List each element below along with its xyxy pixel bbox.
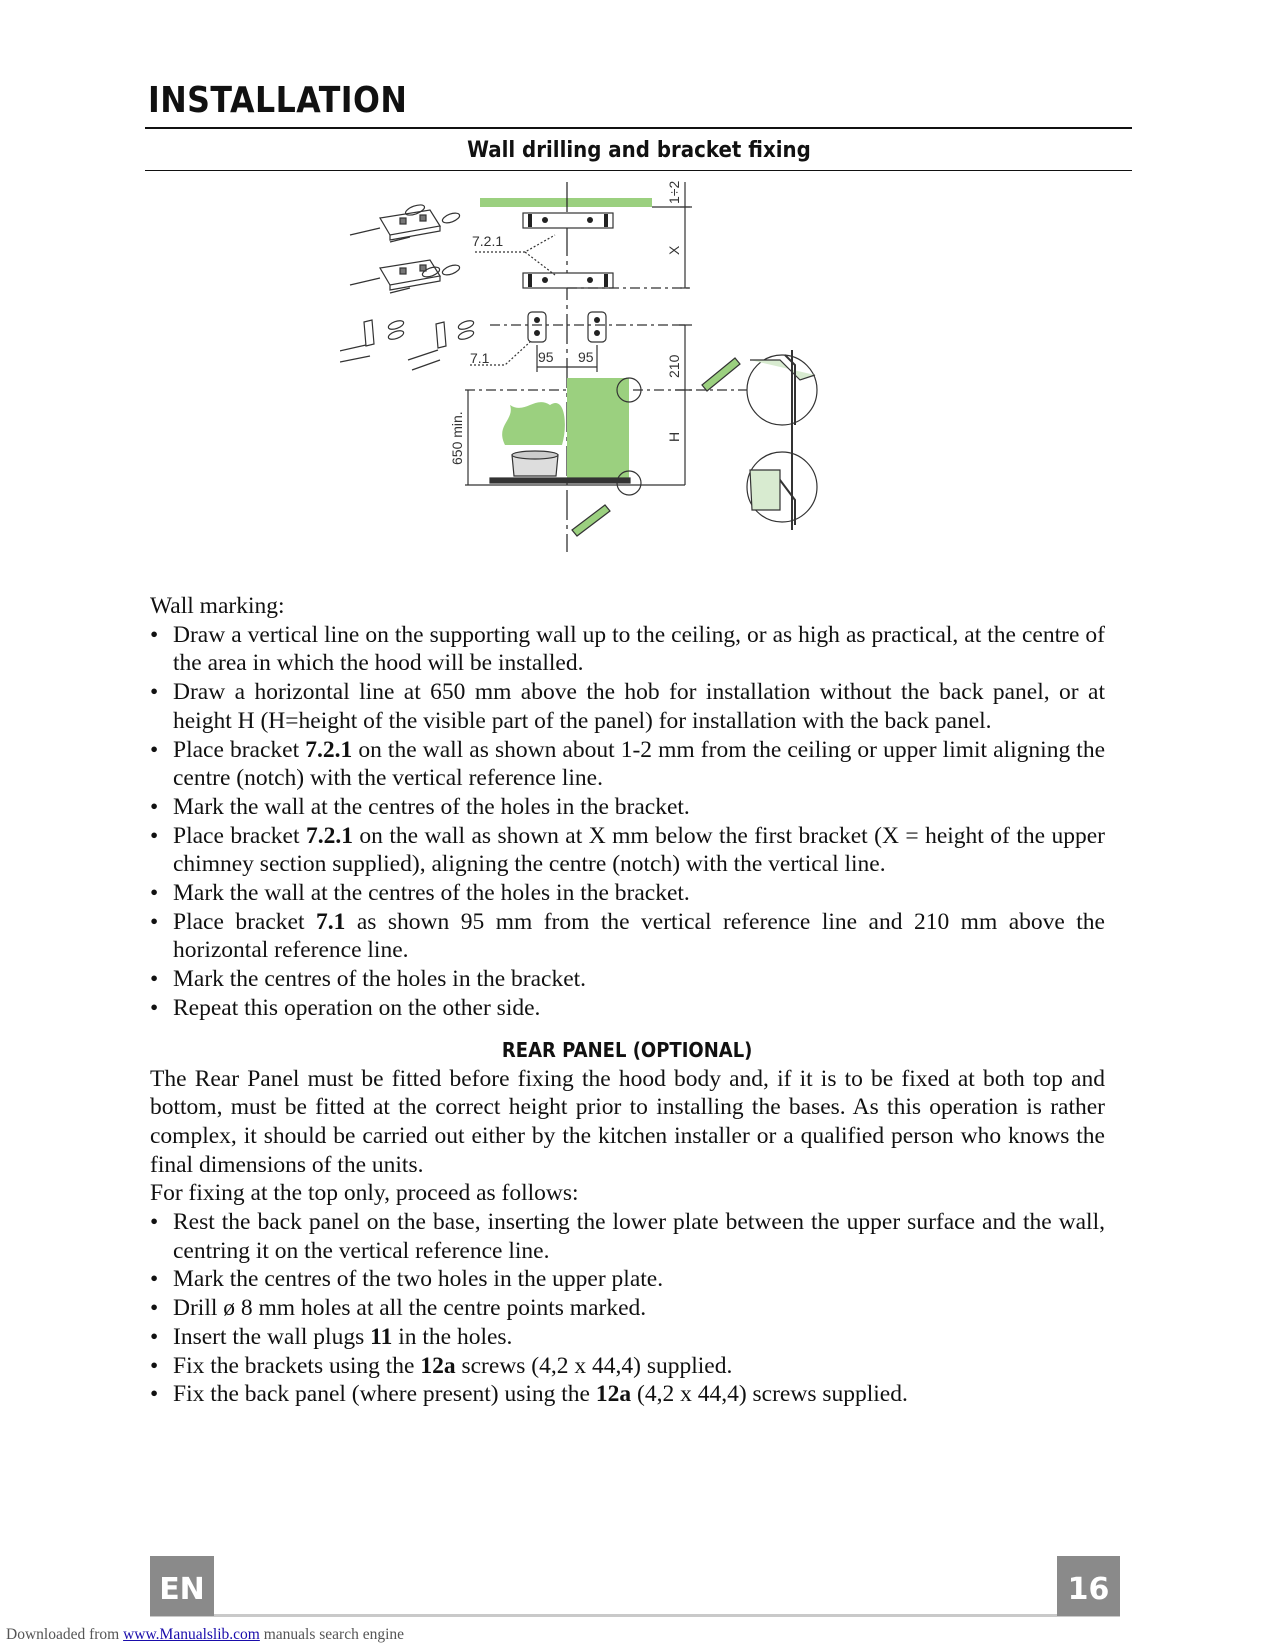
section-subtitle xyxy=(145,138,1132,163)
list-item: • Draw a horizontal line at 650 mm above the hob for installation without the back panel, or at height H (H=height of the visible part of the panel) for installation with the back panel. xyxy=(150,678,1105,735)
label-dim-x: X xyxy=(666,245,682,255)
title-divider xyxy=(145,127,1132,129)
footer-divider xyxy=(150,1614,1120,1617)
label-dim-210: 210 xyxy=(666,354,682,378)
rear-panel-list xyxy=(150,1208,1105,1409)
label-dim-top: 1÷2 xyxy=(666,180,682,204)
list-item: • Drill ø 8 mm holes at all the centre points marked. xyxy=(150,1294,1105,1323)
installation-diagram xyxy=(340,180,860,575)
list-item: • Mark the wall at the centres of the holes in the bracket. xyxy=(150,793,1105,822)
download-note: Downloaded from www.Manualslib.com manuals search engine xyxy=(6,1626,405,1643)
page-number-badge: 16 xyxy=(1057,1556,1120,1616)
wall-marking-intro: Wall marking: xyxy=(150,593,285,619)
rear-panel-paragraph: The Rear Panel must be fitted before fixing the hood body and, if it is to be fixed at both top and bottom, must be fitted at the correct height prior to installing the bases. As this operation is rather complex, it should be carried out either by the kitchen installer or a qualified person who knows the final dimensions of the units. xyxy=(150,1065,1105,1178)
list-item: • Fix the brackets using the 12a screws (4,2 x 44,4) supplied. xyxy=(150,1352,1105,1381)
list-item: • Mark the wall at the centres of the holes in the bracket. xyxy=(150,879,1105,908)
list-item: • Place bracket 7.2.1 on the wall as shown about 1-2 mm from the ceiling or upper limit aligning the centre (notch) with the vertical reference line. xyxy=(150,736,1105,793)
list-item: • Fix the back panel (where present) using the 12a (4,2 x 44,4) screws supplied. xyxy=(150,1380,1105,1409)
loose-bracket-mid-icon xyxy=(350,260,461,293)
label-dim-95-right: 95 xyxy=(578,349,594,365)
label-dim-650: 650 min. xyxy=(449,411,465,465)
manualslib-link[interactable]: www.Manualslib.com xyxy=(123,1626,260,1643)
subtitle-divider xyxy=(145,170,1132,171)
list-item: • Mark the centres of the holes in the bracket. xyxy=(150,965,1105,994)
loose-bracket-upper-icon xyxy=(350,203,461,242)
page-title: INSTALLATION xyxy=(148,80,408,121)
wall-marking-list xyxy=(150,621,1105,1023)
list-item: • Insert the wall plugs 11 in the holes. xyxy=(150,1323,1105,1352)
label-bracket-upper: 7.2.1 xyxy=(472,233,504,249)
rear-panel-heading: REAR PANEL (OPTIONAL) xyxy=(502,1037,753,1062)
list-item: • Repeat this operation on the other side. xyxy=(150,994,1105,1023)
label-dim-95-left: 95 xyxy=(538,349,554,365)
loose-small-brackets-icon xyxy=(340,319,475,370)
language-badge: EN xyxy=(150,1556,214,1616)
list-item: • Draw a vertical line on the supporting wall up to the ceiling, or as high as practical, at the centre of the area in which the hood will be installed. xyxy=(150,621,1105,678)
list-item: • Place bracket 7.1 as shown 95 mm from the vertical reference line and 210 mm above the horizontal reference line. xyxy=(150,908,1105,965)
label-bracket-lower: 7.1 xyxy=(470,350,490,366)
label-dim-h: H xyxy=(666,431,682,442)
section-subtitle-text: Wall drilling and bracket fixing xyxy=(466,138,811,163)
instructions-body xyxy=(150,592,1105,1409)
rear-panel-intro: For fixing at the top only, proceed as follows: xyxy=(150,1180,579,1207)
list-item: • Mark the centres of the two holes in the upper plate. xyxy=(150,1265,1105,1294)
list-item: • Place bracket 7.2.1 on the wall as shown at X mm below the first bracket (X = height of the upper chimney section supplied), aligning the centre (notch) with the vertical line. xyxy=(150,822,1105,879)
list-item: • Rest the back panel on the base, inserting the lower plate between the upper surface and the wall, centring it on the vertical reference line. xyxy=(150,1208,1105,1265)
